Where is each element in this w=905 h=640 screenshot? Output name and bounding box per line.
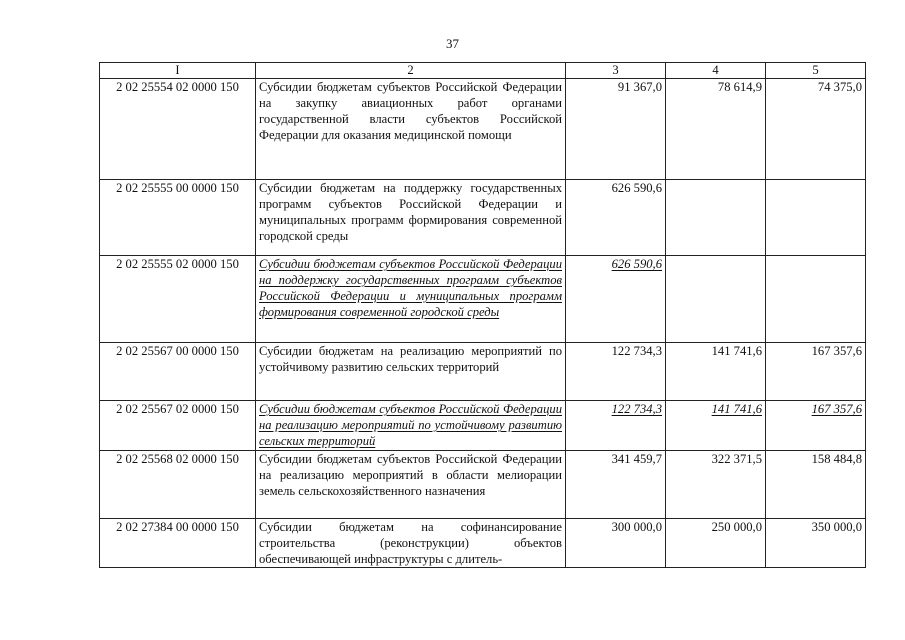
description-cell: Субсидии бюджетам субъектов Российской Федерации на реализацию мероприятий по устойчивому развитию сельских территорий	[256, 401, 566, 451]
budget-code-cell: 2 02 25567 02 0000 150	[100, 401, 256, 451]
amount-col3-cell	[566, 79, 666, 180]
amount-col4-cell	[666, 256, 766, 343]
amount-col4-cell	[666, 180, 766, 256]
amount-col3-cell-value: 626 590,6	[611, 257, 662, 271]
description-cell: Субсидии бюджетам на реализацию мероприятий по устойчивому развитию сельских территорий	[256, 343, 566, 401]
table-row	[100, 79, 866, 180]
amount-col3-cell-value: 626 590,6	[611, 181, 662, 195]
amount-col3-cell-value: 122 734,3	[611, 402, 662, 416]
amount-col5-cell-value: 74 375,0	[817, 80, 862, 94]
amount-col3-cell	[566, 256, 666, 343]
amount-col3-cell-value: 122 734,3	[611, 344, 662, 358]
description-cell: Субсидии бюджетам субъектов Российской Федерации на поддержку государственных программ субъектов Российской Федерации и муниципальных программ формирования современной городской среды	[256, 256, 566, 343]
column-header-5: 5	[766, 63, 866, 79]
column-header-4: 4	[666, 63, 766, 79]
amount-col3-cell-value: 300 000,0	[611, 520, 662, 534]
amount-col4-cell	[666, 79, 766, 180]
amount-col3-cell-value: 341 459,7	[611, 452, 662, 466]
amount-col5-cell	[766, 180, 866, 256]
table-row	[100, 519, 866, 568]
column-header-2: 2	[256, 63, 566, 79]
budget-code-cell: 2 02 25555 02 0000 150	[100, 256, 256, 343]
amount-col3-cell-value: 91 367,0	[617, 80, 662, 94]
amount-col4-cell	[666, 401, 766, 451]
table-row	[100, 180, 866, 256]
description-cell: Субсидии бюджетам субъектов Российской Федерации на реализацию мероприятий в области мелиорации земель сельскохозяйственного назначения	[256, 451, 566, 519]
table-row	[100, 256, 866, 343]
amount-col5-cell	[766, 451, 866, 519]
amount-col4-cell	[666, 519, 766, 568]
budget-code-cell: 2 02 25555 00 0000 150	[100, 180, 256, 256]
description-cell: Субсидии бюджетам на софинансирование строительства (реконструкции) объектов обеспечивающей инфраструктуры с длитель-	[256, 519, 566, 568]
budget-code-cell: 2 02 27384 00 0000 150	[100, 519, 256, 568]
table-row	[100, 401, 866, 451]
column-header-1: I	[100, 63, 256, 79]
budget-code-cell: 2 02 25568 02 0000 150	[100, 451, 256, 519]
amount-col5-cell	[766, 401, 866, 451]
amount-col5-cell-value: 350 000,0	[811, 520, 862, 534]
amount-col5-cell	[766, 256, 866, 343]
description-cell: Субсидии бюджетам на поддержку государственных программ субъектов Российской Федерации и муниципальных программ формирования современной городской среды	[256, 180, 566, 256]
amount-col4-cell	[666, 451, 766, 519]
amount-col5-cell-value: 167 357,6	[811, 402, 862, 416]
amount-col4-cell-value: 78 614,9	[717, 80, 762, 94]
table-row	[100, 451, 866, 519]
amount-col4-cell-value: 141 741,6	[711, 344, 762, 358]
amount-col5-cell-value: 158 484,8	[811, 452, 862, 466]
amount-col5-cell-value: 167 357,6	[811, 344, 862, 358]
budget-code-cell: 2 02 25554 02 0000 150	[100, 79, 256, 180]
amount-col3-cell	[566, 180, 666, 256]
description-cell: Субсидии бюджетам субъектов Российской Федерации на закупку авиационных работ органами государственной власти субъектов Российской Федерации для оказания медицинской помощи	[256, 79, 566, 180]
amount-col4-cell	[666, 343, 766, 401]
amount-col3-cell	[566, 451, 666, 519]
amount-col4-cell-value: 322 371,5	[711, 452, 762, 466]
budget-code-cell: 2 02 25567 00 0000 150	[100, 343, 256, 401]
page-number: 37	[446, 36, 459, 51]
column-header-3: 3	[566, 63, 666, 79]
amount-col4-cell-value: 141 741,6	[711, 402, 762, 416]
amount-col3-cell	[566, 401, 666, 451]
amount-col5-cell	[766, 343, 866, 401]
amount-col5-cell	[766, 519, 866, 568]
amount-col4-cell-value: 250 000,0	[711, 520, 762, 534]
budget-table	[99, 62, 866, 568]
table-row	[100, 343, 866, 401]
header-row	[100, 63, 866, 79]
amount-col3-cell	[566, 343, 666, 401]
amount-col3-cell	[566, 519, 666, 568]
amount-col5-cell	[766, 79, 866, 180]
